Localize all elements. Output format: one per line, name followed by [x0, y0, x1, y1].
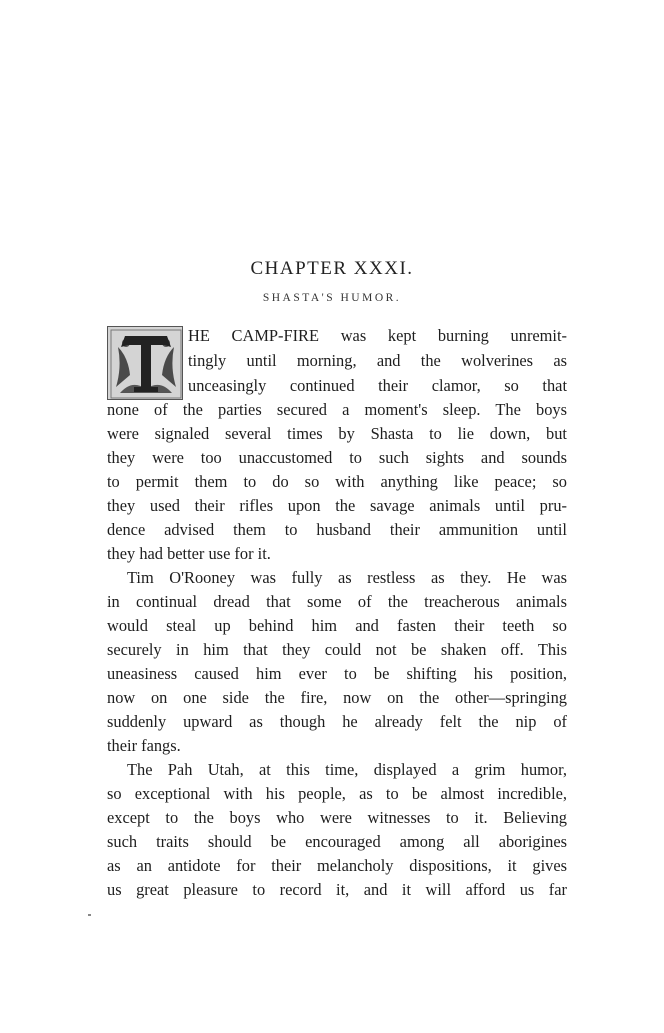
drop-cap-icon — [107, 326, 183, 400]
text-line: none of the parties secured a moment's sleep. The boys — [107, 400, 567, 419]
text-line: were signaled several times by Shasta to lie down, but — [107, 424, 567, 443]
chapter-subtitle: SHASTA'S HUMOR. — [262, 292, 402, 304]
text-line: in continual dread that some of the treacherous animals — [107, 592, 567, 611]
text-line: uneasiness caused him ever to be shifting his position, — [107, 664, 567, 683]
text-line: suddenly upward as though he already felt the nip of — [107, 712, 567, 731]
text-line: they were too unaccustomed to such sights and sounds — [107, 448, 567, 467]
chapter-title: CHAPTER XXXI. — [250, 258, 414, 279]
text-line: so exceptional with his people, as to be almost incredible, — [107, 784, 567, 803]
page-mark — [88, 914, 91, 916]
text-line: now on one side the fire, now on the other—springing — [107, 688, 567, 707]
text-line: securely in him that they could not be shaken off. This — [107, 640, 567, 659]
text-line: us great pleasure to record it, and it will afford us far — [107, 880, 567, 899]
text-line: as an antidote for their melancholy dispositions, it gives — [107, 856, 567, 875]
text-line: unceasingly continued their clamor, so that — [188, 376, 567, 395]
text-line: HE CAMP-FIRE was kept burning unremit- — [188, 326, 567, 345]
text-line: they used their rifles upon the savage animals until pru- — [107, 496, 567, 515]
text-line: tingly until morning, and the wolverines as — [188, 351, 567, 370]
text-line: their fangs. — [107, 736, 181, 755]
text-line: would steal up behind him and fasten their teeth so — [107, 616, 567, 635]
text-line: they had better use for it. — [107, 544, 271, 563]
text-line: dence advised them to husband their ammunition until — [107, 520, 567, 539]
text-line: such traits should be encouraged among all aborigines — [107, 832, 567, 851]
text-line: to permit them to do so with anything like peace; so — [107, 472, 567, 491]
text-line: Tim O'Rooney was fully as restless as they. He was — [127, 568, 567, 587]
text-line: except to the boys who were witnesses to it. Believing — [107, 808, 567, 827]
text-line: The Pah Utah, at this time, displayed a grim humor, — [127, 760, 567, 779]
